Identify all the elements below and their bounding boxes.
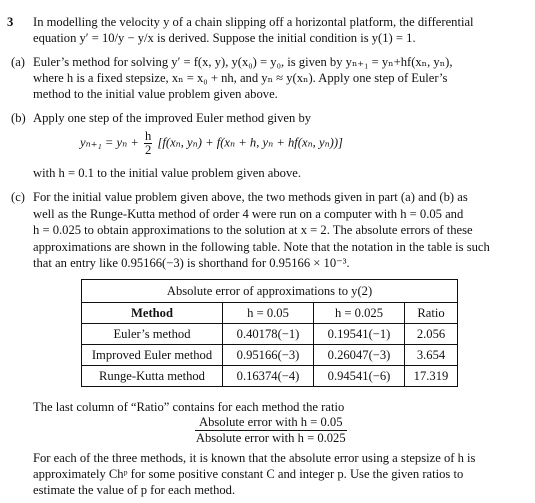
- part-b-line-2: with h = 0.1 to the initial value problem given above.: [33, 166, 302, 180]
- row-rk-h1: 0.16374(−4): [223, 366, 314, 387]
- formula-fraction: [144, 130, 152, 157]
- formula-frac-den: 2: [145, 143, 152, 157]
- absolute-error-table: [81, 279, 458, 387]
- header-h-005: h = 0.05: [223, 303, 314, 324]
- row-euler-ratio: 2.056: [405, 324, 458, 345]
- final-paragraph: [33, 450, 531, 498]
- part-a-line-2: where h is a fixed stepsize, xₙ = x₀ + nh, and yₙ ≈ y(xₙ). Apply one step of Euler’s: [33, 71, 448, 85]
- header-ratio: Ratio: [405, 303, 458, 324]
- table-row: [82, 324, 458, 345]
- header-h-0025: h = 0.025: [314, 303, 405, 324]
- table-row: [82, 366, 458, 387]
- part-c-line-2: well as the Runge-Kutta method of order 4 were run on a computer with h = 0.05 and: [33, 206, 464, 221]
- table-title: Absolute error of approximations to y(2): [82, 280, 458, 303]
- final-line-1: For each of the three methods, it is known that the absolute error using a stepsize of h is: [33, 451, 476, 465]
- part-a-label: (a): [11, 55, 25, 69]
- row-euler-h1: 0.40178(−1): [223, 324, 314, 345]
- part-c-line-1: For the initial value problem given above, the two methods given in part (a) and (b) as: [33, 190, 468, 204]
- row-rk-method: Runge-Kutta method: [82, 366, 223, 387]
- intro-line-1: In modelling the velocity y of a chain slipping off a horizontal platform, the differential: [33, 15, 474, 29]
- row-improved-h1: 0.95166(−3): [223, 345, 314, 366]
- part-c-text: [33, 189, 531, 272]
- formula-lhs: yₙ₊₁ = yₙ +: [80, 135, 139, 150]
- formula-frac-num: h: [145, 129, 152, 143]
- ratio-denominator: Absolute error with h = 0.025: [195, 431, 346, 445]
- question-number: 3: [7, 15, 14, 29]
- question-intro: [33, 14, 474, 46]
- formula-rhs: [f(xₙ, yₙ) + f(xₙ + h, yₙ + hf(xₙ, yₙ))]: [157, 135, 343, 150]
- part-b-intro: Apply one step of the improved Euler method given by: [33, 111, 312, 125]
- ratio-numerator: Absolute error with h = 0.05: [195, 415, 347, 431]
- part-a-line-3: method to the initial value problem given above.: [33, 87, 278, 101]
- row-improved-method: Improved Euler method: [82, 345, 223, 366]
- part-c-label: (c): [11, 190, 25, 204]
- part-b-label: (b): [11, 111, 26, 125]
- intro-line-2: equation y′ = 10/y − y/x is derived. Suppose the initial condition is y(1) = 1.: [33, 31, 416, 45]
- improved-euler-formula: [80, 130, 343, 157]
- table-header-row: [82, 303, 458, 324]
- part-c-line-4: approximations are shown in the following table. Note that the notation in the table is such: [33, 239, 490, 254]
- part-a-line-1: Euler’s method for solving y′ = f(x, y), y(x₀) = y₀, is given by yₙ₊₁ = yₙ+hf(xₙ, yₙ),: [33, 55, 453, 69]
- row-improved-h2: 0.26047(−3): [314, 345, 405, 366]
- row-rk-ratio: 17.319: [405, 366, 458, 387]
- final-line-3: estimate the value of p for each method.: [33, 483, 236, 497]
- part-a-text: [33, 54, 531, 102]
- part-c-line-3: h = 0.025 to obtain approximations to the solution at x = 2. The absolute errors of these: [33, 223, 473, 237]
- part-c-line-5: that an entry like 0.95166(−3) is shorthand for 0.95166 × 10⁻³.: [33, 256, 350, 270]
- header-method: Method: [82, 303, 223, 324]
- row-euler-method: Euler’s method: [82, 324, 223, 345]
- ratio-fraction: [195, 415, 347, 446]
- row-euler-h2: 0.19541(−1): [314, 324, 405, 345]
- table-row: [82, 345, 458, 366]
- final-line-2: approximately Chᵖ for some positive constant C and integer p. Use the given ratios to: [33, 467, 464, 481]
- row-rk-h2: 0.94541(−6): [314, 366, 405, 387]
- table-title-row: [82, 280, 458, 303]
- ratio-intro: The last column of “Ratio” contains for each method the ratio: [33, 400, 345, 414]
- row-improved-ratio: 3.654: [405, 345, 458, 366]
